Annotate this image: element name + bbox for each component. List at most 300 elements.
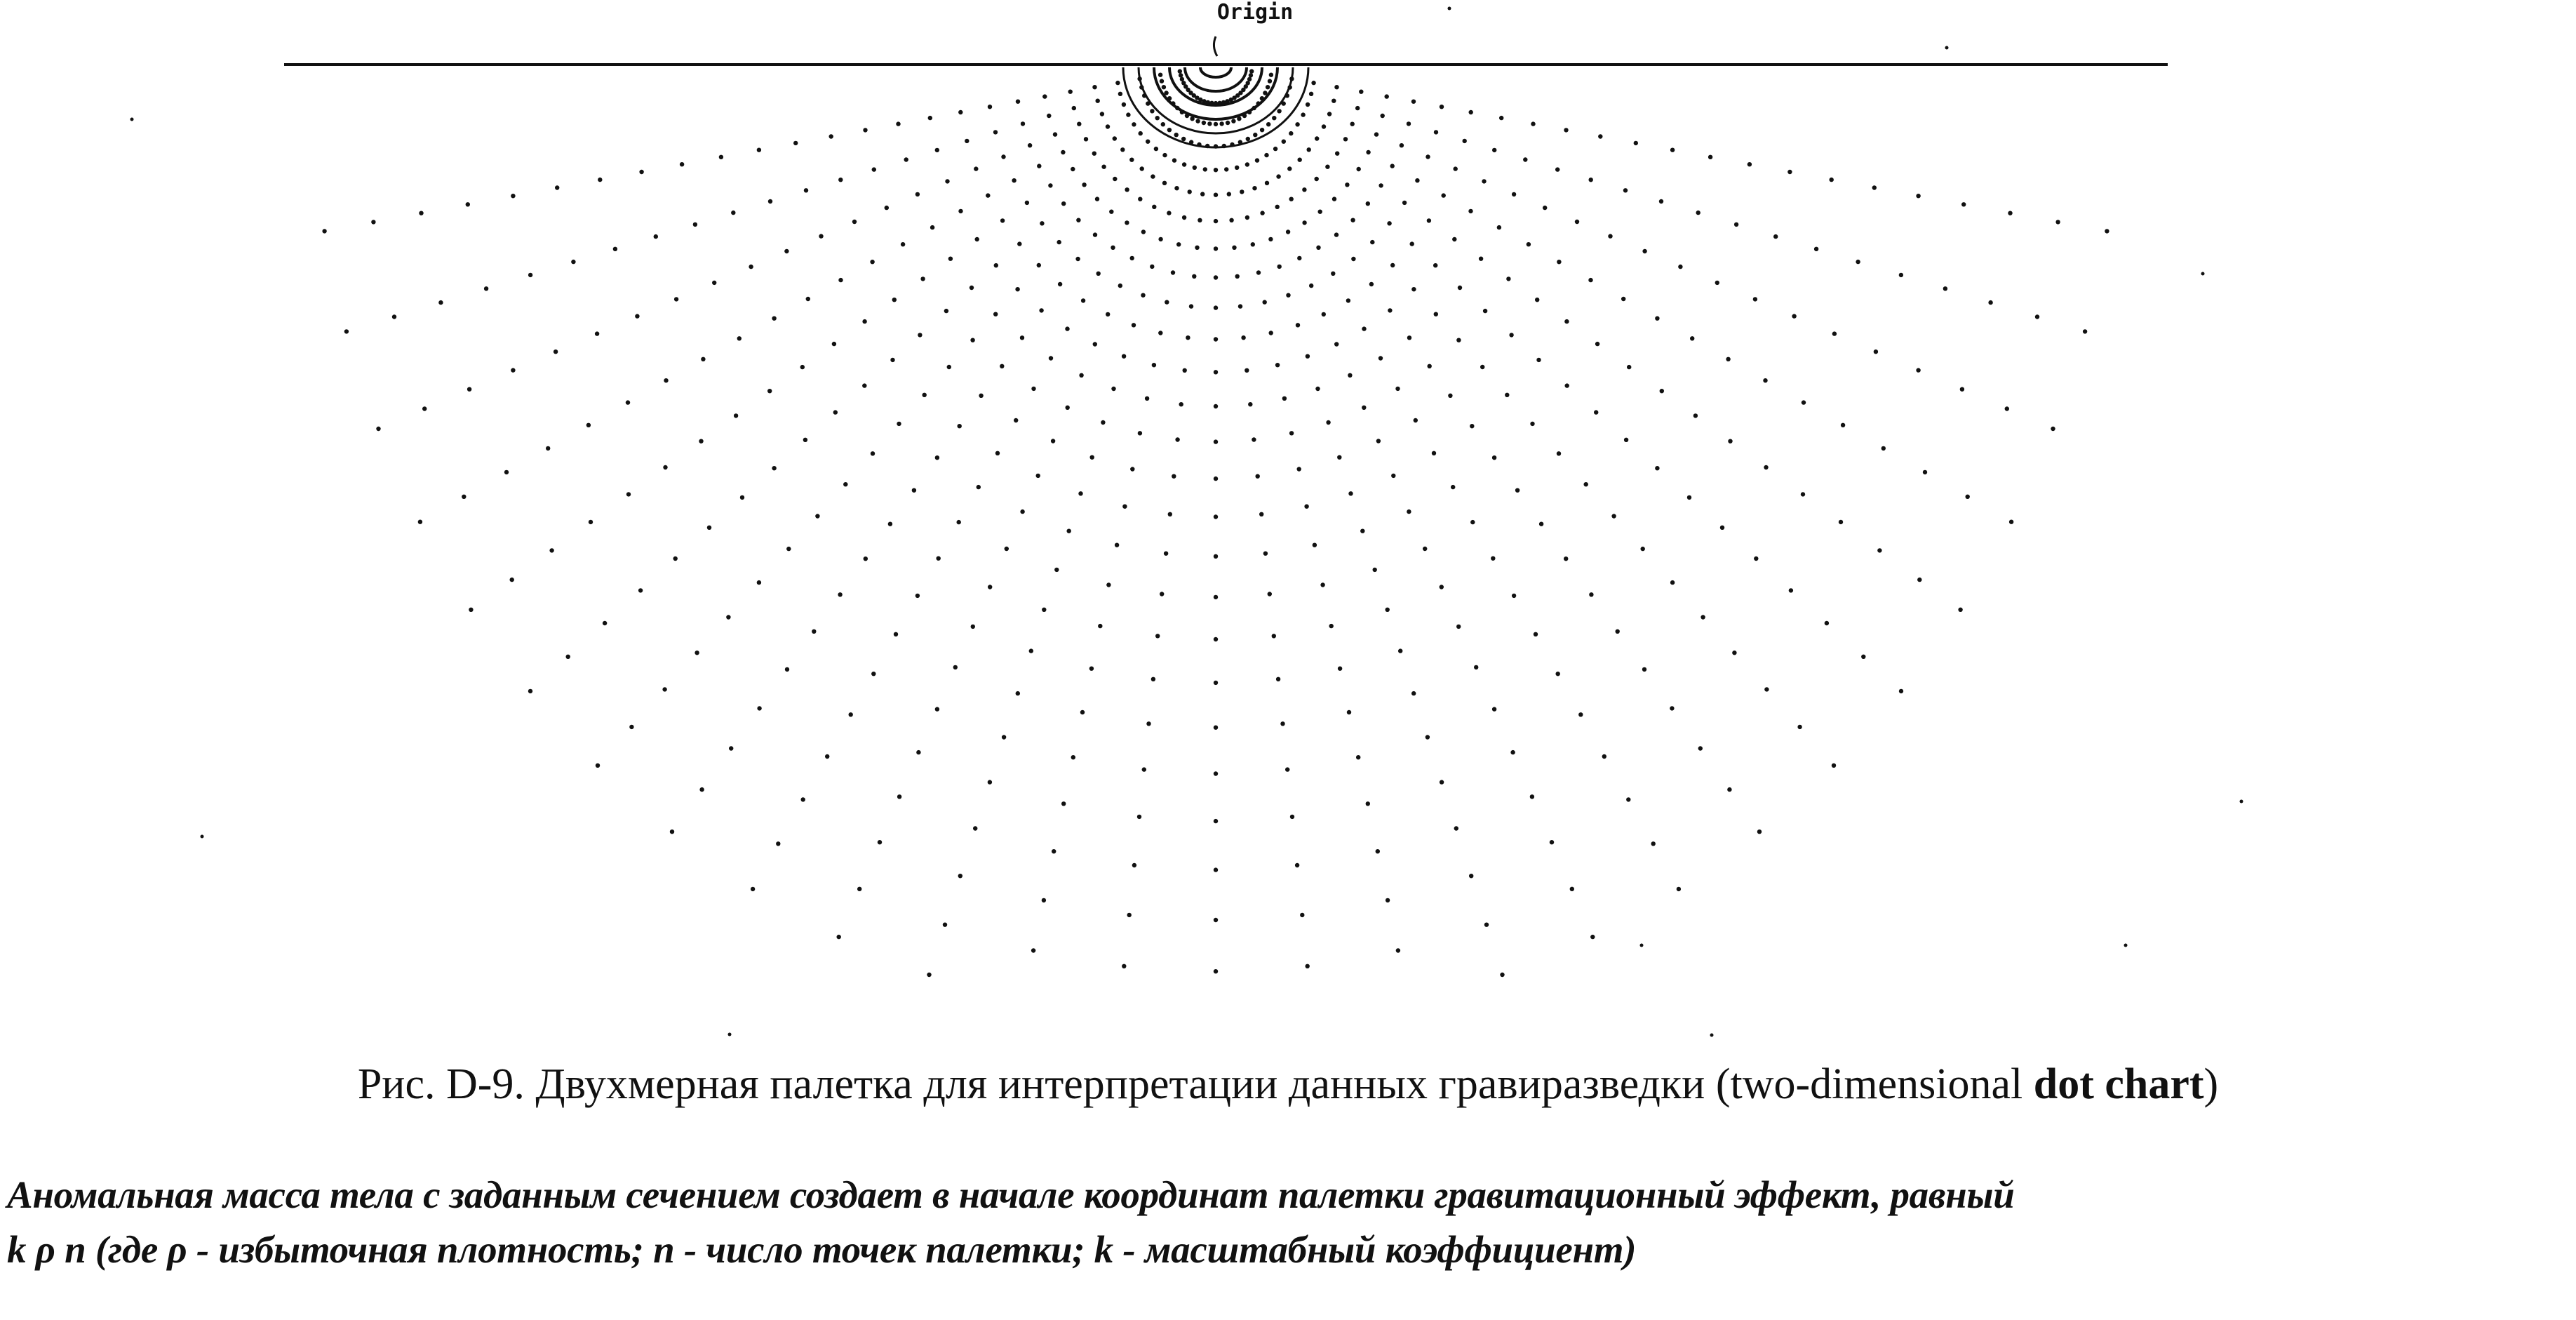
chart-dot [1381,114,1385,118]
chart-dot [872,167,876,171]
chart-dot [1245,368,1249,373]
chart-dot [1451,485,1455,489]
chart-dot [1120,147,1125,152]
chart-dot [1214,819,1218,823]
chart-dot [549,548,554,552]
chart-dot [1298,158,1302,162]
chart-dot [928,116,932,120]
chart-dot [371,220,375,224]
chart-dot [993,312,998,316]
chart-dot [1400,143,1404,147]
chart-dot [1165,300,1169,304]
chart-dot [1158,331,1162,335]
chart-dot [1076,218,1080,222]
chart-dot [1130,256,1134,260]
chart-dot [1398,648,1402,653]
chart-dot [815,514,819,518]
chart-dot [1301,112,1305,116]
chart-dot [1001,154,1005,159]
chart-dot [975,237,979,241]
chart-dot [871,672,876,676]
chart-dot [1378,356,1383,360]
chart-dot [974,166,978,171]
chart-dot [1042,94,1047,98]
chart-dot [1575,220,1579,224]
chart-dot [973,826,977,830]
chart-dot [1072,106,1076,110]
chart-dot [988,105,992,109]
chart-dot [1152,363,1156,367]
chart-dot [1168,512,1172,516]
chart-dot [1456,625,1461,629]
chart-dot [1113,136,1117,140]
chart-dot [1272,116,1276,120]
chart-dot [1235,274,1240,279]
chart-dot [1306,964,1310,968]
chart-dot [1066,406,1070,410]
caption-title-suffix: ) [2203,1060,2219,1108]
scan-speck [1945,46,1949,50]
chart-dot [1595,342,1599,346]
chart-dot [803,438,807,442]
chart-dot [1058,282,1062,286]
chart-dot [469,608,473,612]
chart-dot [890,358,894,362]
chart-dot [971,625,975,629]
chart-dot [1127,913,1132,917]
chart-dot [1028,143,1032,147]
chart-dot [1484,923,1489,927]
chart-dot [1307,147,1311,152]
chart-dot [1564,319,1569,324]
chart-dot [1185,114,1189,118]
chart-dot [923,393,927,397]
chart-dot [1217,101,1221,105]
chart-dot [1726,357,1730,361]
chart-dot [1155,634,1160,638]
chart-dot [1016,100,1020,104]
chart-dot [626,492,631,496]
chart-dot [1881,446,1886,451]
chart-dot [1757,829,1762,834]
chart-dot [801,797,805,801]
chart-dot [1276,174,1280,178]
chart-dot [1214,439,1218,444]
chart-dot [392,314,396,319]
chart-dot [1266,85,1270,89]
chart-dot [1140,166,1144,171]
chart-dot [784,249,789,253]
chart-dot [1386,608,1390,612]
chart-dot [1096,99,1100,103]
chart-dot [1512,594,1516,598]
chart-dot [1238,140,1242,144]
chart-dot [1186,335,1190,340]
chart-dot [1132,122,1136,126]
chart-dot [1386,898,1390,902]
chart-dot [1385,94,1389,98]
chart-dot [1608,234,1612,238]
chart-dot [1146,140,1150,144]
chart-dot [670,829,674,834]
chart-dot [1214,219,1218,223]
chart-dot [654,234,658,239]
chart-dot [1624,438,1628,442]
chart-dot [1302,220,1306,225]
chart-dot [1090,455,1094,460]
chart-dot [1480,365,1484,369]
chart-dot [1338,667,1342,671]
chart-dot [1814,247,1818,251]
chart-dot [1764,687,1769,691]
chart-dot [786,547,791,551]
chart-dot [1106,124,1110,128]
chart-dot [1492,455,1496,460]
chart-dot [1057,240,1061,244]
chart-dot [1433,263,1437,267]
chart-dot [1830,178,1834,182]
chart-dot [1348,491,1353,495]
chart-dot [1139,131,1143,135]
chart-dot [1715,281,1719,285]
chart-dot [1958,608,1962,612]
chart-dot [1115,81,1120,85]
chart-dot [1180,110,1184,114]
chart-dot [892,298,897,302]
chart-dot [1482,179,1486,183]
chart-dot [1214,101,1218,105]
chart-dot [1137,76,1141,81]
chart-dot [1642,667,1646,672]
chart-dot [2051,427,2055,431]
chart-dot [1000,364,1004,368]
chart-dot [1687,495,1691,500]
chart-dot [1427,218,1431,222]
chart-dot [915,594,920,598]
chart-dot [1655,316,1659,321]
chart-dot [1214,969,1218,973]
chart-dot [1093,232,1097,236]
chart-dot [701,357,705,361]
chart-dot [1214,918,1218,922]
chart-dot [1387,221,1391,225]
chart-dot [1198,218,1202,222]
chart-dot [1839,520,1843,524]
chart-dot [1832,331,1837,335]
chart-dot [707,526,711,530]
chart-dot [1145,396,1149,401]
chart-dot [916,750,920,754]
chart-dot [1334,85,1339,89]
chart-dot [901,242,905,246]
chart-dot [849,712,853,716]
chart-dot [1346,298,1350,302]
chart-dot [935,148,939,152]
chart-dot [1142,767,1146,771]
chart-dot [1219,121,1223,126]
chart-dot [1366,201,1370,206]
chart-dot [1677,887,1681,891]
chart-dot [1214,681,1218,685]
chart-dot [1598,134,1602,138]
chart-dot [1175,437,1179,441]
chart-dot [1773,234,1778,239]
chart-dot [1334,342,1339,346]
chart-dot [1468,209,1473,213]
chart-dot [638,588,643,592]
chart-dot [1557,260,1561,264]
chart-dot [1203,167,1207,171]
chart-dot [1100,112,1104,116]
chart-dot [930,225,934,229]
chart-dot [1411,287,1416,291]
chart-dot [629,725,633,729]
chart-dot [838,178,843,182]
chart-dot [2008,211,2012,215]
chart-dot [699,439,703,444]
chart-dot [1061,201,1066,206]
chart-dot [1734,222,1738,227]
chart-dot [422,406,427,411]
chart-dot [1491,556,1495,561]
chart-dot [1106,582,1111,587]
chart-dot [1179,73,1183,77]
chart-dot [1029,648,1033,653]
chart-dot [1454,166,1458,171]
chart-dot [1130,467,1134,471]
chart-dot [1247,110,1252,114]
chart-dot [1180,77,1184,81]
chart-dot [1256,101,1261,105]
chart-dot [596,764,600,768]
chart-dot [699,787,704,792]
chart-dot [589,520,593,524]
origin-ring [1185,67,1247,91]
chart-dot [1509,333,1513,337]
chart-dot [1084,137,1088,141]
chart-dot [838,278,843,282]
chart-dot [1331,99,1336,103]
chart-dot [626,400,630,404]
chart-dot [1002,735,1006,739]
origin-label: Origin [1216,0,1294,25]
chart-dot [1527,242,1531,246]
chart-dot [958,110,962,114]
chart-dot [1309,92,1313,96]
chart-dot [2009,520,2013,524]
chart-dot [1565,383,1569,387]
chart-dot [1789,588,1793,592]
chart-dot [1483,309,1487,313]
chart-dot [1158,73,1162,77]
chart-dot [511,368,515,372]
chart-dot [554,349,558,354]
chart-dot [595,331,599,335]
chart-dot [1670,580,1675,585]
chart-dot [1248,402,1252,406]
caption-title-prefix: Рис. D-9. Двухмерная палетка для интерпретации данных гравиразведки (two-dimensional [357,1060,2034,1108]
chart-dot [819,234,823,238]
chart-dot [1282,396,1287,401]
chart-dot [1302,187,1306,192]
chart-dot [1106,312,1110,316]
chart-dot [1175,106,1179,110]
chart-dot [680,162,684,166]
chart-dot [1960,387,1964,392]
chart-dot [1557,451,1561,455]
chart-dot [1214,144,1218,148]
chart-dot [467,387,471,392]
chart-dot [1297,256,1301,260]
chart-dot [1155,116,1160,120]
scan-speck [1710,1034,1714,1037]
chart-dot [1282,101,1286,105]
chart-dot [1037,164,1041,168]
chart-dot [1690,336,1694,340]
chart-dot [1534,632,1538,636]
chart-dot [1015,287,1019,291]
chart-dot [1111,246,1115,250]
scan-specks [130,7,2243,1037]
chart-dot [935,455,939,460]
chart-dot [639,170,643,174]
chart-dot [1287,166,1292,171]
chart-dot [1369,282,1374,286]
chart-dot [793,141,798,145]
chart-dot [1797,725,1802,729]
chart-dot [1068,90,1073,94]
caption-note-line-1: Аномальная масса тела с заданным сечением создает в начале координат палетки гравитационный эффект, равный [7,1173,2015,1216]
chart-dot [1214,370,1218,374]
chart-dot [1651,841,1656,846]
chart-dot [1040,221,1044,225]
chart-dot [833,410,838,414]
chart-dot [1357,167,1361,171]
chart-dot [1272,634,1276,638]
chart-dot [800,365,805,369]
chart-dot [1899,689,1903,693]
chart-dot [1698,746,1703,750]
chart-dot [1242,114,1247,118]
chart-dot [863,128,867,132]
chart-dot [1079,373,1083,378]
chart-dot [988,780,992,784]
chart-dot [1260,211,1264,215]
chart-dot [785,667,789,672]
chart-dot [1550,840,1554,844]
chart-dot [1214,122,1218,126]
chart-dot [1801,492,1805,496]
chart-dot [1315,136,1319,140]
chart-dot [1763,378,1767,382]
chart-dot [944,309,948,313]
chart-dot [1479,257,1483,261]
chart-dot [1048,183,1052,187]
chart-dot [912,488,916,493]
chart-dot [1065,326,1069,331]
chart-dot [1764,465,1768,469]
chart-dot [1132,323,1136,327]
chart-dot [1616,629,1620,634]
chart-dot [1345,182,1349,187]
chart-dot [1693,413,1698,418]
chart-dot [1376,439,1381,443]
chart-dot [1415,178,1419,182]
chart-dot [920,276,925,281]
chart-dot [1031,387,1035,391]
chart-dot [1555,167,1559,171]
chart-dot [857,887,861,891]
chart-dot [988,585,992,589]
origin-ring [1123,67,1308,147]
chart-dot [1054,568,1059,572]
chart-dot [1500,973,1504,977]
chart-dot [1200,192,1205,196]
chart-dot [1309,284,1313,288]
chart-dot [466,202,470,206]
chart-dot [1290,815,1294,819]
chart-dot [664,378,668,382]
chart-dot [1092,85,1096,89]
chart-dot [1241,335,1245,340]
chart-dot [1151,174,1155,178]
chart-dot [1249,69,1254,73]
chart-dot [1154,147,1158,151]
chart-dot [1146,721,1151,726]
caption-title-bold: dot chart [2033,1060,2204,1108]
chart-dot [1075,257,1080,261]
chart-dot [1378,183,1383,187]
chart-dot [1414,418,1418,422]
chart-dot [1188,189,1192,194]
caption-note-line-2: k ρ n (где ρ - избыточная плотность; n - число точек палетки; k - масштабный коэффициент) [7,1228,1637,1271]
chart-dot [1411,100,1416,104]
chart-dot [1259,512,1263,516]
chart-dot [1708,155,1712,159]
chart-dot [1590,935,1595,939]
chart-dot [1407,335,1411,340]
chart-dot [757,580,761,585]
chart-dot [1332,196,1336,201]
chart-dot [1388,308,1392,312]
chart-dot [1240,189,1244,194]
chart-dot [635,314,639,318]
chart-dot [852,220,857,224]
chart-dot [1318,210,1322,214]
chart-dot [1655,466,1659,470]
chart-dot [504,470,509,474]
chart-dot [510,578,514,582]
chart-dot [837,935,841,939]
chart-dot [1137,815,1141,819]
chart-dot [1660,389,1664,393]
chart-dot [1268,79,1272,83]
chart-dot [1362,326,1366,331]
chart-dot [1171,270,1175,274]
chart-dot [418,520,422,524]
chart-dot [1285,767,1289,771]
chart-dot [438,300,443,305]
chart-dot [1787,170,1792,174]
chart-dot [1080,710,1085,714]
chart-dot [1113,177,1117,181]
chart-dot [484,286,488,291]
chart-dot [1012,178,1016,182]
chart-dot [1440,780,1444,784]
chart-dot [945,179,949,183]
chart-dot [1182,215,1186,220]
chart-dot [1269,73,1273,77]
